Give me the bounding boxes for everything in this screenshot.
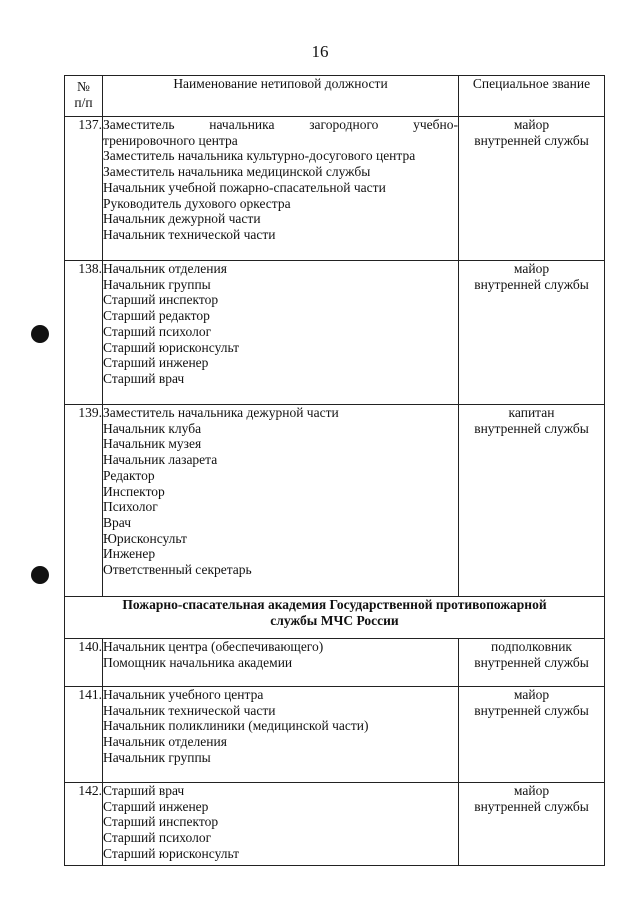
table-row [65, 783, 605, 866]
rank-cell [459, 405, 605, 597]
position-item: Старший врач [103, 370, 185, 386]
rank-title: майор [513, 783, 550, 798]
position-item: Ответственный секретарь [103, 562, 252, 578]
rank-service: внутренней службы [474, 798, 589, 814]
position-item: Начальник технической части [103, 226, 276, 242]
table-row [65, 639, 605, 687]
position-item: Начальник группы [103, 276, 211, 292]
table-row [65, 405, 605, 597]
position-item: Старший юрисконсульт [103, 845, 240, 861]
position-list [103, 687, 459, 783]
position-item: Начальник группы [103, 749, 211, 765]
position-item: Юрисконсульт [103, 530, 187, 546]
table-header-row [65, 76, 605, 117]
position-item: Начальник отделения [103, 261, 227, 276]
position-list [103, 117, 459, 261]
table-row [65, 117, 605, 261]
header-position: Наименование нетиповой должности [103, 76, 459, 117]
rank-cell [459, 117, 605, 261]
section-heading-row [65, 597, 605, 639]
rank-title: майор [513, 117, 550, 132]
position-item: Начальник учебной пожарно-спасательной части [103, 179, 386, 195]
punch-hole-mark-upper [31, 325, 49, 343]
position-item: Начальник учебного центра [103, 687, 264, 702]
position-item: Редактор [103, 467, 155, 483]
rank-cell [459, 639, 605, 687]
section-heading-line2: службы МЧС России [270, 612, 399, 628]
position-item: Заместитель начальника медицинской службы [103, 164, 371, 180]
section-heading [65, 597, 605, 639]
position-item: Старший инженер [103, 355, 209, 371]
rank-title: майор [513, 687, 550, 702]
position-item: Заместитель начальника загородного учебно- [103, 117, 458, 132]
position-list [103, 261, 459, 405]
rank-service: внутренней службы [474, 276, 589, 292]
position-item: Начальник технической части [103, 702, 276, 718]
header-number-line1: № [77, 79, 90, 94]
row-number: 141. [65, 687, 103, 783]
position-item: Старший юрисконсульт [103, 339, 240, 355]
rank-service: внутренней службы [474, 420, 589, 436]
page-number: 16 [311, 42, 329, 61]
row-number: 139. [65, 405, 103, 597]
position-item: Психолог [103, 499, 158, 515]
position-item: Помощник начальника академии [103, 654, 293, 670]
position-item: Заместитель начальника культурно-досугового центра [103, 148, 416, 164]
header-number [65, 76, 103, 117]
position-item: Руководитель духового оркестра [103, 195, 291, 211]
row-number: 140. [65, 639, 103, 687]
rank-service: внутренней службы [474, 132, 589, 148]
position-item: Старший психолог [103, 323, 212, 339]
position-item: Начальник поликлиники (медицинской части) [103, 718, 369, 734]
row-number: 138. [65, 261, 103, 405]
section-heading-line1: Пожарно-спасательная академия Государственной противопожарной [122, 597, 547, 612]
rank-title: подполковник [491, 639, 572, 654]
rank-cell [459, 687, 605, 783]
table-row [65, 687, 605, 783]
punch-hole-mark-lower [31, 566, 49, 584]
position-item: Начальник центра (обеспечивающего) [103, 639, 324, 654]
position-item: Начальник отделения [103, 734, 227, 750]
positions-table [64, 75, 605, 866]
position-item: Старший инженер [103, 798, 209, 814]
table-row [65, 261, 605, 405]
position-item: Инспектор [103, 483, 165, 499]
position-item: Старший врач [103, 783, 185, 798]
position-item: Врач [103, 514, 131, 530]
rank-title: капитан [508, 405, 555, 420]
position-item: Старший инспектор [103, 814, 219, 830]
row-number: 137. [65, 117, 103, 261]
position-item: Старший психолог [103, 830, 212, 846]
row-number: 142. [65, 783, 103, 866]
position-item: Начальник дежурной части [103, 211, 261, 227]
position-item: Начальник музея [103, 436, 202, 452]
position-item: Начальник клуба [103, 420, 202, 436]
position-item: Заместитель начальника дежурной части [103, 405, 339, 420]
header-rank: Специальное звание [459, 76, 605, 117]
position-list [103, 405, 459, 597]
position-item: Старший инспектор [103, 292, 219, 308]
header-number-line2: п/п [74, 95, 93, 110]
rank-service: внутренней службы [474, 702, 589, 718]
rank-service: внутренней службы [474, 654, 589, 670]
position-item: Инженер [103, 546, 156, 562]
position-item: тренировочного центра [103, 132, 238, 148]
position-list [103, 783, 459, 866]
rank-title: майор [513, 261, 550, 276]
rank-cell [459, 783, 605, 866]
rank-cell [459, 261, 605, 405]
position-item: Старший редактор [103, 308, 210, 324]
position-item: Начальник лазарета [103, 452, 218, 468]
position-list [103, 639, 459, 687]
